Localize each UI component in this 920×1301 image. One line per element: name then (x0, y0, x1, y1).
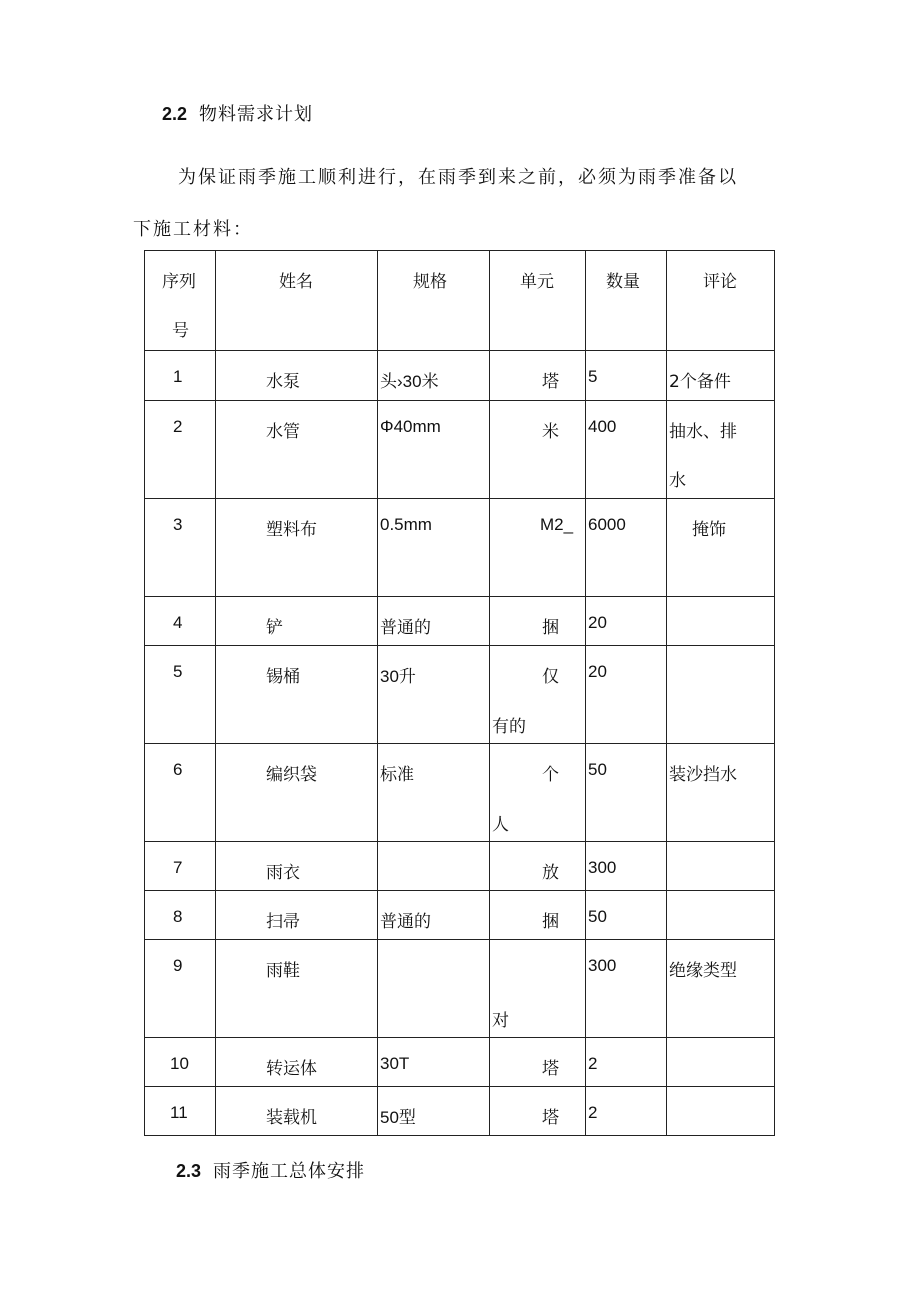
spec-value: 30升 (380, 667, 416, 686)
cell-spec (378, 401, 490, 499)
remark-value: 2个备件 (669, 372, 731, 392)
name-value: 编织袋 (266, 765, 317, 785)
table-row (145, 499, 775, 597)
remark-value: 抽水、排 (669, 422, 737, 442)
cell-seq (145, 1038, 216, 1087)
qty-value: 50 (588, 760, 607, 779)
unit-value: 塔 (542, 1108, 559, 1128)
seq-value: 1 (173, 367, 183, 386)
cell-remark (667, 1038, 775, 1087)
cell-seq (145, 401, 216, 499)
spec-value: 标准 (380, 765, 414, 784)
qty-value: 300 (588, 956, 617, 975)
cell-remark (667, 351, 775, 401)
cell-qty (586, 646, 667, 744)
table-row (145, 401, 775, 499)
spec-value: Φ40mm (380, 417, 441, 436)
cell-qty (586, 842, 667, 891)
cell-unit (490, 597, 586, 646)
spec-value: 普通的 (380, 618, 431, 637)
cell-remark (667, 597, 775, 646)
cell-name (216, 401, 378, 499)
cell-unit (490, 401, 586, 499)
name-value: 塑料布 (266, 520, 317, 540)
header-seq-line1: 序列 (162, 272, 196, 292)
intro-line-2: 下施工材料： (133, 219, 253, 240)
seq-value: 7 (173, 858, 183, 877)
cell-qty (586, 401, 667, 499)
spec-value: 普通的 (380, 912, 431, 931)
cell-seq (145, 744, 216, 842)
cell-name (216, 842, 378, 891)
seq-value: 5 (173, 662, 183, 681)
cell-qty (586, 744, 667, 842)
remark-value: 绝缘类型 (669, 961, 737, 981)
unit-value: 仅 (542, 667, 559, 687)
seq-value: 11 (170, 1103, 188, 1122)
cell-qty (586, 1087, 667, 1136)
cell-seq (145, 842, 216, 891)
cell-unit (490, 646, 586, 744)
cell-remark (667, 940, 775, 1038)
intro-line-1: 为保证雨季施工顺利进行，在雨季到来之前，必须为雨季准备以 (178, 167, 738, 188)
qty-value: 300 (588, 858, 617, 877)
unit-value: 塔 (542, 372, 559, 392)
cell-name (216, 1038, 378, 1087)
name-value: 水管 (266, 422, 300, 442)
cell-name (216, 940, 378, 1038)
qty-value: 5 (588, 367, 598, 386)
name-value: 雨衣 (266, 863, 300, 883)
cell-qty (586, 940, 667, 1038)
unit-value: M2_ (540, 515, 574, 534)
table-row (145, 891, 775, 940)
cell-seq (145, 1087, 216, 1136)
table-row (145, 597, 775, 646)
name-value: 水泵 (266, 372, 300, 392)
section-heading-2-2 (162, 100, 313, 126)
cell-name (216, 1087, 378, 1136)
header-unit: 单元 (490, 251, 586, 351)
table-row (145, 1087, 775, 1136)
section-title: 物料需求计划 (199, 104, 314, 125)
cell-spec (378, 842, 490, 891)
cell-unit (490, 1087, 586, 1136)
cell-seq (145, 646, 216, 744)
table-row (145, 744, 775, 842)
section-number: 2.2 (162, 104, 188, 124)
remark-value: 掩饰 (692, 520, 726, 540)
unit-value: 个 (542, 765, 559, 785)
cell-qty (586, 1038, 667, 1087)
spec-value: 30T (380, 1054, 410, 1073)
header-seq-line2: 号 (172, 321, 189, 341)
table-row (145, 842, 775, 891)
unit-value: 捆 (542, 912, 559, 932)
qty-value: 2 (588, 1103, 598, 1122)
cell-name (216, 351, 378, 401)
table-header-row (145, 251, 775, 351)
cell-unit (490, 351, 586, 401)
qty-value: 6000 (588, 515, 626, 534)
spec-value: 50型 (380, 1108, 416, 1127)
remark-value-line2: 水 (669, 471, 686, 491)
cell-seq (145, 351, 216, 401)
cell-unit (490, 940, 586, 1038)
cell-qty (586, 351, 667, 401)
qty-value: 400 (588, 417, 617, 436)
cell-name (216, 499, 378, 597)
name-value: 锡桶 (266, 667, 300, 687)
table-row (145, 351, 775, 401)
cell-remark (667, 499, 775, 597)
seq-value: 9 (173, 956, 183, 975)
cell-name (216, 891, 378, 940)
spec-value: 头›30米 (380, 372, 439, 391)
cell-spec (378, 597, 490, 646)
cell-name (216, 597, 378, 646)
cell-seq (145, 597, 216, 646)
table-row (145, 1038, 775, 1087)
table-row (145, 940, 775, 1038)
cell-remark (667, 744, 775, 842)
cell-spec (378, 891, 490, 940)
header-remark: 评论 (667, 251, 775, 351)
cell-unit (490, 499, 586, 597)
cell-spec (378, 1038, 490, 1087)
name-value: 铲 (266, 618, 283, 638)
seq-value: 10 (170, 1054, 189, 1073)
cell-seq (145, 940, 216, 1038)
header-spec: 规格 (378, 251, 490, 351)
cell-unit (490, 1038, 586, 1087)
seq-value: 2 (173, 417, 183, 436)
seq-value: 6 (173, 760, 183, 779)
section-number: 2.3 (176, 1161, 202, 1181)
cell-seq (145, 499, 216, 597)
cell-spec (378, 499, 490, 597)
header-name: 姓名 (216, 251, 378, 351)
cell-unit (490, 842, 586, 891)
section-heading-2-3 (176, 1157, 365, 1183)
cell-spec (378, 646, 490, 744)
cell-remark (667, 891, 775, 940)
materials-table (144, 250, 775, 1136)
spec-value: 0.5mm (380, 515, 432, 534)
cell-qty (586, 499, 667, 597)
cell-seq (145, 891, 216, 940)
unit-value: 捆 (542, 618, 559, 638)
unit-value-line2: 人 (492, 815, 509, 835)
cell-remark (667, 401, 775, 499)
cell-remark (667, 842, 775, 891)
cell-name (216, 646, 378, 744)
unit-value-line2: 有的 (492, 717, 526, 737)
unit-value-line2: 对 (492, 1011, 509, 1031)
header-seq (145, 251, 216, 351)
cell-qty (586, 597, 667, 646)
name-value: 雨鞋 (266, 961, 300, 981)
qty-value: 2 (588, 1054, 598, 1073)
unit-value: 放 (542, 863, 559, 883)
unit-value: 米 (542, 422, 559, 442)
cell-remark (667, 1087, 775, 1136)
name-value: 装载机 (266, 1108, 317, 1128)
remark-value: 装沙挡水 (669, 765, 737, 785)
cell-unit (490, 744, 586, 842)
cell-name (216, 744, 378, 842)
cell-spec (378, 940, 490, 1038)
header-qty: 数量 (586, 251, 667, 351)
qty-value: 50 (588, 907, 607, 926)
name-value: 扫帚 (266, 912, 300, 932)
seq-value: 3 (173, 515, 183, 534)
qty-value: 20 (588, 613, 607, 632)
name-value: 转运体 (266, 1059, 317, 1079)
unit-value: 塔 (542, 1059, 559, 1079)
seq-value: 8 (173, 907, 183, 926)
cell-spec (378, 351, 490, 401)
section-title: 雨季施工总体安排 (213, 1161, 366, 1182)
qty-value: 20 (588, 662, 607, 681)
seq-value: 4 (173, 613, 183, 632)
cell-spec (378, 1087, 490, 1136)
table-row (145, 646, 775, 744)
cell-spec (378, 744, 490, 842)
cell-qty (586, 891, 667, 940)
cell-remark (667, 646, 775, 744)
cell-unit (490, 891, 586, 940)
